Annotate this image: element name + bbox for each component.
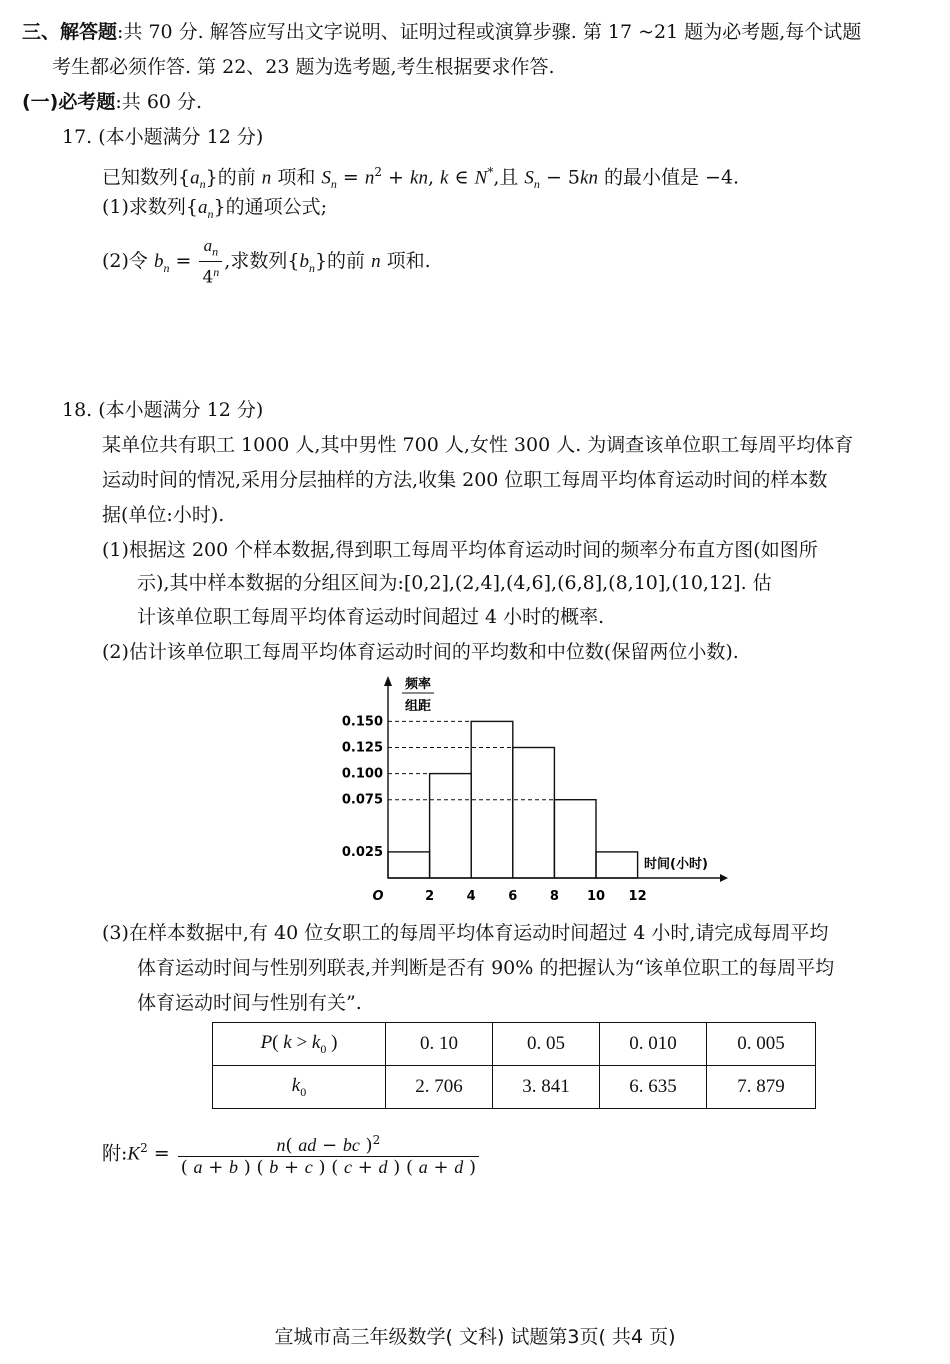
appendix-label: 附:	[102, 1142, 128, 1165]
y-tick-label: 0.075	[341, 792, 383, 808]
x-tick-label: 6	[508, 889, 518, 904]
q17-part1-text: (1)求数列	[102, 196, 186, 218]
y-tick-label: 0.150	[341, 714, 383, 730]
table-row-label: P( $k > k_0$ )	[213, 1023, 386, 1066]
y-tick-label: 0.100	[341, 766, 383, 782]
table-row	[213, 1066, 816, 1109]
table-cell: 7. 879	[707, 1066, 816, 1109]
x-tick-label: 12	[628, 889, 647, 904]
q17-part2-text: (2)令	[102, 250, 148, 273]
histogram-bar	[513, 748, 555, 879]
y-axis-arrow	[384, 676, 392, 686]
x-tick-label: 8	[549, 889, 559, 904]
q17-stem-text: 的前	[217, 166, 256, 189]
table-cell: 3. 841	[493, 1066, 600, 1109]
x-tick-label: 2	[425, 889, 435, 904]
q18-part1-line: (1)根据这 200 个样本数据,得到职工每周平均体育运动时间的频率分布直方图(如图所	[102, 539, 818, 561]
section-heading: 三、解答题	[22, 21, 118, 43]
q18-points: (本小题满分 12 分)	[98, 399, 264, 421]
q18-number: 18.	[62, 399, 93, 421]
section-intro-text: :共 70 分. 解答应写出文字说明、证明过程或演算步骤. 第 17 ~21 题为必考题,每个试题	[117, 21, 862, 43]
q18-part1-line: 示),其中样本数据的分组区间为:[0,2],(2,4],(4,6],(6,8],(8,10],(10,12]. 估	[137, 572, 772, 594]
histogram-bar	[430, 774, 472, 878]
q17-stem-text: 已知数列	[102, 166, 179, 189]
table-cell: 6. 635	[600, 1066, 707, 1109]
x-axis-arrow	[720, 874, 728, 882]
table-cell: 0. 05	[493, 1023, 600, 1066]
origin-label: O	[372, 889, 384, 904]
histogram-bar	[596, 852, 638, 878]
q17-part2: (2)令 $b_n$ = $\frac{a_n}{4^n}$ ,求数列$\{b_n\}$的前 n 项和.	[102, 236, 431, 289]
section-intro	[22, 20, 861, 44]
x-tick-label: 4	[466, 889, 476, 904]
q17-stem-text: 的最小值是 −4.	[604, 166, 740, 189]
histogram-bar	[554, 800, 596, 878]
q17-part2-text: ,求数列	[224, 250, 288, 273]
q17-part2-text: 的前	[327, 250, 366, 273]
y-tick-label: 0.125	[341, 740, 383, 756]
compulsory-heading: (一)必考题	[22, 91, 116, 113]
q17-part2-text: 项和.	[386, 250, 431, 273]
q17-part1-text: 的通项公式;	[225, 196, 328, 218]
x-tick-label: 10	[586, 889, 606, 904]
table-row-label: $k_0$	[213, 1066, 386, 1109]
q17-header	[62, 125, 263, 149]
q18-stem-line: 运动时间的情况,采用分层抽样的方法,收集 200 位职工每周平均体育运动时间的样本数	[102, 469, 828, 491]
q17-points: (本小题满分 12 分)	[98, 126, 264, 148]
table-cell: 0. 005	[707, 1023, 816, 1066]
q18-part2: (2)估计该单位职工每周平均体育运动时间的平均数和中位数(保留两位小数).	[102, 641, 739, 663]
y-axis-label-top: 频率	[404, 677, 432, 692]
q18-part3-line: 体育运动时间与性别列联表,并判断是否有 90% 的把握认为“该单位职工的每周平均	[137, 957, 835, 979]
q18-header	[62, 398, 263, 422]
q17-stem-text: ,且	[493, 166, 519, 189]
critical-value-table	[212, 1022, 816, 1109]
q18-part1-line: 计该单位职工每周平均体育运动时间超过 4 小时的概率.	[137, 606, 605, 628]
x-axis-label: 时间(小时)	[644, 857, 708, 872]
table-row	[213, 1023, 816, 1066]
frequency-histogram	[332, 672, 732, 908]
y-tick-label: 0.025	[341, 844, 383, 860]
y-axis-label-bottom: 组距	[404, 699, 432, 714]
q18-part3-line: 体育运动时间与性别有关”.	[137, 992, 362, 1014]
q18-stem-line: 某单位共有职工 1000 人,其中男性 700 人,女性 300 人. 为调查该单位职工每周平均体育	[102, 434, 854, 456]
table-cell: 0. 010	[600, 1023, 707, 1066]
histogram-bar	[388, 852, 430, 878]
table-cell: 2. 706	[386, 1066, 493, 1109]
histogram-bar	[471, 721, 513, 878]
q17-part1: (1)求数列$\{a_n\}$的通项公式;	[102, 196, 328, 221]
q17-stem-text: 项和	[277, 166, 316, 189]
q18-part3-line: (3)在样本数据中,有 40 位女职工的每周平均体育运动时间超过 4 小时,请完成每周平均	[102, 922, 829, 944]
bn-fraction: $\frac{a_n}{4^n}$	[199, 236, 222, 288]
q18-stem-line: 据(单位:小时).	[102, 504, 225, 526]
compulsory-heading-line	[22, 90, 202, 114]
q17-stem: 已知数列$\{a_n\}$的前 n 项和 $S_n = n^2$ + kn, k ∈ N*,且 $S_n - 5kn$ 的最小值是 −4.	[102, 165, 740, 192]
k2-fraction: $\frac{n( ad - bc )^2}{( a + b ) ( b + c ) ( c + d ) ( a + d )}$	[178, 1130, 479, 1178]
section-intro-cont: 考生都必须作答. 第 22、23 题为选考题,考生根据要求作答.	[52, 56, 555, 78]
q17-number: 17.	[62, 126, 93, 148]
page-footer: 宣城市高三年级数学( 文科) 试题第3页( 共4 页)	[274, 1326, 676, 1348]
table-cell: 0. 10	[386, 1023, 493, 1066]
k2-formula: 附$:K^2$ = $\frac{n( ad - bc )^2}{( a + b ) ( b + c ) ( c + d ) ( a + d )}$	[102, 1124, 481, 1178]
compulsory-points: :共 60 分.	[115, 91, 203, 113]
